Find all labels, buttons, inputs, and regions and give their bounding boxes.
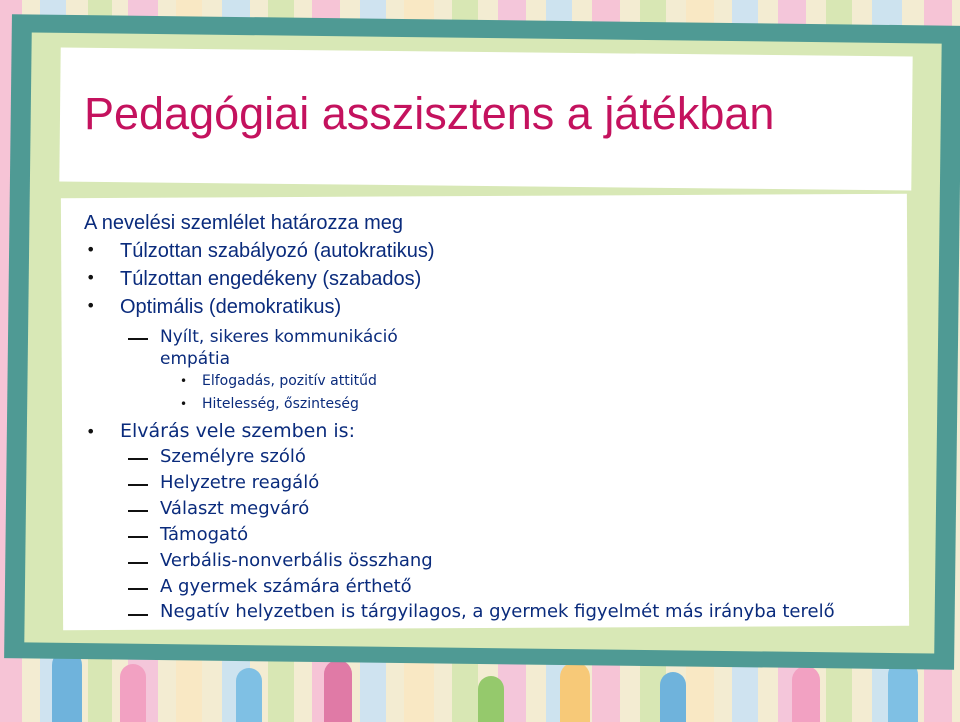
bullet-icon: • <box>86 268 96 287</box>
dash-icon <box>128 510 148 512</box>
sub-list-item: Választ megváró <box>160 498 310 519</box>
dash-icon <box>128 338 148 340</box>
bullet-icon: • <box>86 296 96 315</box>
slide-title: Pedagógiai asszisztens a játékban <box>84 88 775 139</box>
sub-sub-list-item: Hitelesség, őszinteség <box>202 396 359 412</box>
sub-list-item: empátia <box>160 349 231 369</box>
sub-list-item: Verbális-nonverbális összhang <box>160 550 433 571</box>
intro-line: A nevelési szemlélet határozza meg <box>84 212 404 234</box>
list-item: Optimális (demokratikus) <box>120 296 342 318</box>
bullet-icon: • <box>180 374 188 388</box>
dash-icon <box>128 536 148 538</box>
bullet-icon: • <box>86 240 96 259</box>
sub-list-item: Nyílt, sikeres kommunikáció <box>160 327 398 347</box>
sub-list-item: A gyermek számára érthető <box>160 576 412 597</box>
sub-list-item: Személyre szóló <box>160 446 306 467</box>
sub-list-item: Negatív helyzetben is tárgyilagos, a gyermek figyelmét más irányba terelő <box>160 601 835 622</box>
bullet-icon: • <box>86 422 96 441</box>
list-item: Túlzottan engedékeny (szabados) <box>120 268 422 290</box>
sub-sub-list-item: Elfogadás, pozitív attitűd <box>202 373 377 389</box>
dash-icon <box>128 588 148 590</box>
dash-icon <box>128 562 148 564</box>
dash-icon <box>128 458 148 460</box>
bullet-icon: • <box>180 397 188 411</box>
dash-icon <box>128 614 148 616</box>
sub-list-item: Támogató <box>160 524 249 545</box>
dash-icon <box>128 484 148 486</box>
sub-list-item: Helyzetre reagáló <box>160 472 320 493</box>
list-item: Elvárás vele szemben is: <box>120 420 355 442</box>
list-item: Túlzottan szabályozó (autokratikus) <box>120 240 435 262</box>
